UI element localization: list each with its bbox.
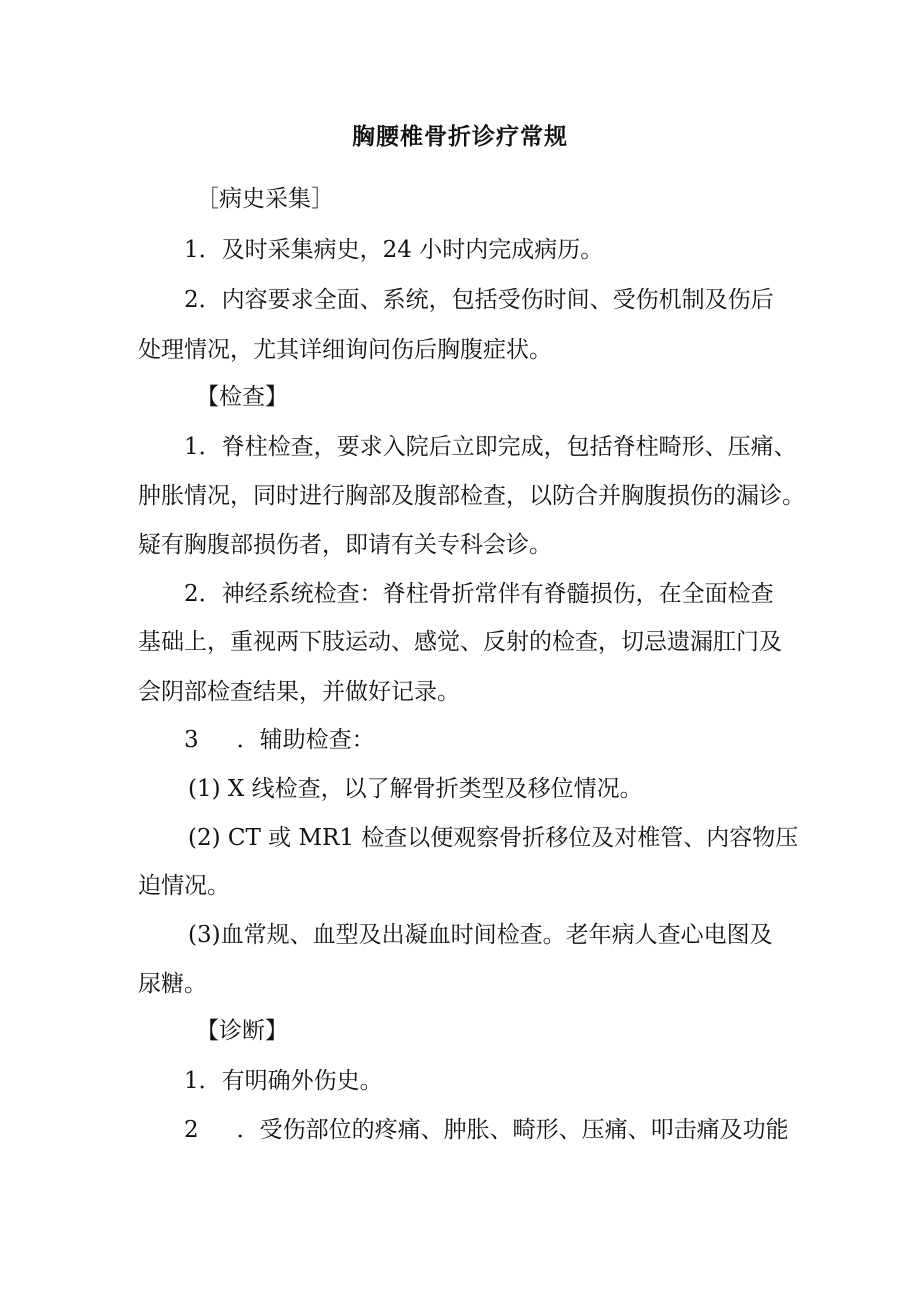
item-text: ．受伤部位的疼痛、肿胀、畸形、压痛、叩击痛及功能 xyxy=(236,1117,789,1143)
paragraph-line: 1．脊柱检查，要求入院后立即完成，包括脊柱畸形、压痛、 xyxy=(184,434,797,460)
paragraph-line: 会阴部检查结果，并做好记录。 xyxy=(138,679,460,705)
paragraph-line: (3)血常规、血型及出凝血时间检查。老年病人查心电图及 xyxy=(188,922,773,948)
section-heading-diagnosis: 【诊断】 xyxy=(196,1018,288,1044)
item-text: ．辅助检查： xyxy=(236,727,375,753)
section-heading-exam: 【检查】 xyxy=(196,384,288,410)
paragraph-line: 肿胀情况，同时进行胸部及腹部检查，以防合并胸腹损伤的漏诊。 xyxy=(138,483,805,509)
paragraph-line: 基础上，重视两下肢运动、感觉、反射的检查，切忌遗漏肛门及 xyxy=(138,629,782,655)
paragraph-line: 1．有明确外伤史。 xyxy=(184,1068,383,1094)
section-heading-history: ［病史采集］ xyxy=(196,186,334,212)
item-number: 2 xyxy=(184,1117,199,1143)
paragraph-line: 2．内容要求全面、系统，包括受伤时间、受伤机制及伤后 xyxy=(184,287,774,313)
item-number: 3 xyxy=(184,727,199,753)
document-title: 胸腰椎骨折诊疗常规 xyxy=(352,124,568,150)
paragraph-line: (2) CT 或 MR1 检查以便观察骨折移位及对椎管、内容物压 xyxy=(188,825,799,851)
paragraph-line: 尿糖。 xyxy=(138,971,207,997)
paragraph-line: 疑有胸腹部损伤者，即请有关专科会诊。 xyxy=(138,532,552,558)
paragraph-line: (1) X 线检查，以了解骨折类型及移位情况。 xyxy=(188,776,643,802)
paragraph-line: 1．及时采集病史，24 小时内完成病历。 xyxy=(184,237,604,263)
paragraph-line xyxy=(184,1115,789,1145)
paragraph-line: 迫情况。 xyxy=(138,873,230,899)
paragraph-line: 2．神经系统检查：脊柱骨折常伴有脊髓损伤，在全面检查 xyxy=(184,581,774,607)
paragraph-line xyxy=(184,725,375,755)
paragraph-line: 处理情况，尤其详细询问伤后胸腹症状。 xyxy=(138,337,552,363)
